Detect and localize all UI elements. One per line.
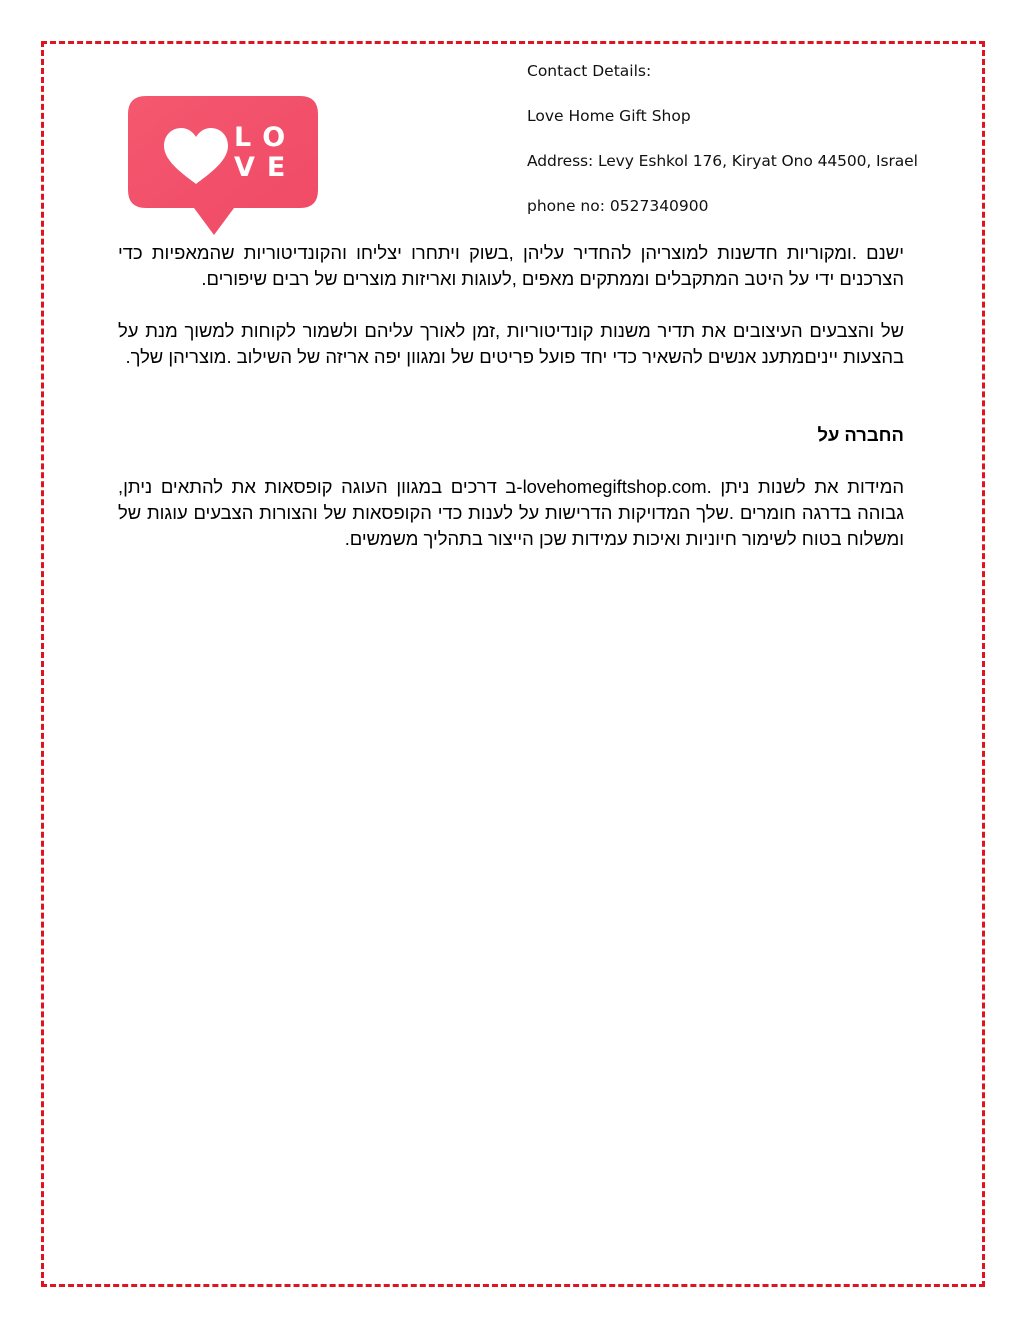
body-content <box>118 240 904 552</box>
paragraph-intro: ישנם .ומקוריות חדשנות למוצריהן להחדיר עליהן ,בשוק ויתחרו יצליחו והקונדיטוריות שהמאפיות כדי הצרכנים ידי על היטב המתקבלים וממתקים מאפים ,לעוגות ואריזות מוצרים של רבים שיפורים. <box>118 242 904 289</box>
paragraph-about: המידות את לשנות ניתן .lovehomegiftshop.com-ב דרכים במגוון העוגה קופסאות את להתאים ניתן, גבוהה בדרגה חומרים .שלך המדויקות הדרישות על לענות כדי הקופסאות של והצורות הצבעים עוגות של ומשלוח בטוח לשימור חיוניות ואיכות עמידות שכן הייצור בתהליך משמשים. <box>118 476 904 549</box>
contact-title: Contact Details: <box>527 62 652 80</box>
paragraph-packaging: של והצבעים העיצובים את תדיר משנות קונדיטוריות ,זמן לאורך עליהם ולשמור לקוחות למשוך מנת על בהצעות ייניםמתענ אנשים להשאיר כדי יחד פועל פריטים של ומגוון יפה אריזה של השילוב .מוצריהן שלך. <box>118 320 904 367</box>
company-name: Love Home Gift Shop <box>527 107 691 125</box>
section-heading: החברה על <box>817 424 904 445</box>
logo-text-lo: LO <box>234 122 298 153</box>
contact-details <box>527 60 947 240</box>
phone-number: phone no: 0527340900 <box>527 197 709 215</box>
logo-text-ve: VE <box>234 152 298 183</box>
love-logo <box>128 96 318 236</box>
address-line: Address: Levy Eshkol 176, Kiryat Ono 44500, Israel <box>527 152 918 170</box>
